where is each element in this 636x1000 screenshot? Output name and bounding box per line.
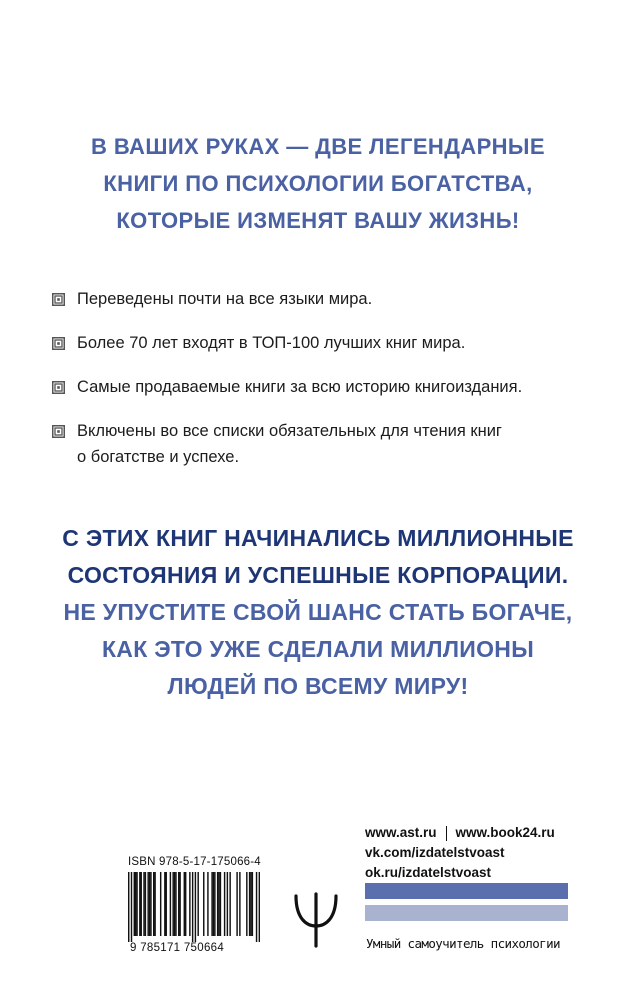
barcode-bar	[139, 872, 140, 936]
barcode-bar	[131, 872, 132, 942]
feature-text: Самые продаваемые книги за всю историю книгоиздания.	[77, 378, 523, 396]
square-bullet-icon	[52, 337, 65, 350]
headline-line: В ВАШИХ РУКАХ — ДВЕ ЛЕГЕНДАРНЫЕ	[91, 134, 545, 159]
barcode-bar	[252, 872, 253, 936]
barcode	[128, 872, 260, 942]
publisher-links	[365, 823, 615, 883]
statement-line: С ЭТИХ КНИГ НАЧИНАЛИСЬ МИЛЛИОННЫЕ	[62, 525, 574, 551]
psi-logo-icon	[290, 888, 342, 950]
statement-line: СОСТОЯНИЯ И УСПЕШНЫЕ КОРПОРАЦИИ.	[67, 562, 569, 588]
barcode-bar	[134, 872, 135, 936]
statement-line: ЛЮДЕЙ ПО ВСЕМУ МИРУ!	[167, 673, 469, 699]
barcode-bar	[185, 872, 186, 936]
statement-line: НЕ УПУСТИТЕ СВОЙ ШАНС СТАТЬ БОГАЧЕ,	[63, 599, 573, 625]
site-row	[365, 823, 615, 843]
barcode-bar	[166, 872, 167, 936]
series-name: Умный самоучитель психологии	[366, 936, 560, 951]
barcode-bar	[195, 872, 196, 942]
barcode-bar	[224, 872, 225, 936]
statement-line: КАК ЭТО УЖЕ СДЕЛАЛИ МИЛЛИОНЫ	[101, 636, 535, 662]
barcode-bar	[229, 872, 230, 936]
feature-text: Более 70 лет входят в ТОП-100 лучших книг мира.	[77, 334, 466, 352]
barcode-bar	[239, 872, 240, 936]
site-link-book24[interactable]: www.book24.ru	[455, 825, 555, 840]
barcode-bar	[189, 872, 190, 936]
barcode-bar	[149, 872, 150, 936]
barcode-bar	[143, 872, 144, 936]
feature-item	[52, 286, 612, 312]
barcode-bar	[154, 872, 155, 936]
barcode-bar	[203, 872, 204, 936]
barcode-bar	[179, 872, 180, 936]
barcode-digits: 9 785171 750664	[130, 942, 225, 954]
barcode-bar	[160, 872, 161, 936]
barcode-bar	[147, 872, 148, 936]
headline-line: КНИГИ ПО ПСИХОЛОГИИ БОГАТСТВА,	[103, 171, 533, 196]
barcode-bar	[170, 872, 171, 936]
site-link-ast[interactable]: www.ast.ru	[365, 825, 437, 840]
barcode-bar	[213, 872, 214, 936]
barcode-bar	[174, 872, 175, 936]
barcode-bar	[135, 872, 136, 936]
series-stripe-light	[365, 905, 568, 921]
closing-statement	[0, 520, 636, 705]
feature-list	[52, 286, 612, 488]
headline-line: КОТОРЫЕ ИЗМЕНЯТ ВАШУ ЖИЗНЬ!	[116, 208, 520, 233]
barcode-bar	[211, 872, 212, 936]
barcode-bar	[136, 872, 137, 936]
barcode-bar	[197, 872, 198, 936]
feature-item	[52, 330, 612, 356]
barcode-bar	[184, 872, 185, 936]
vk-link[interactable]: vk.com/izdatelstvoast	[365, 845, 505, 860]
square-bullet-icon	[52, 425, 65, 438]
feature-text: о богатстве и успехе.	[77, 448, 240, 466]
barcode-bar	[259, 872, 260, 942]
feature-item	[52, 374, 612, 400]
series-stripe-dark	[365, 883, 568, 899]
barcode-bar	[249, 872, 250, 936]
barcode-bar	[145, 872, 146, 936]
barcode-block	[128, 856, 268, 960]
barcode-bar	[141, 872, 142, 936]
barcode-bar	[175, 872, 176, 936]
feature-item	[52, 418, 612, 470]
barcode-bar	[236, 872, 237, 936]
barcode-bar	[250, 872, 251, 936]
barcode-bar	[246, 872, 247, 936]
barcode-bar	[227, 872, 228, 936]
barcode-bar	[214, 872, 215, 936]
headline	[0, 128, 636, 239]
square-bullet-icon	[52, 381, 65, 394]
barcode-bar	[128, 872, 129, 942]
square-bullet-icon	[52, 293, 65, 306]
separator	[446, 826, 447, 841]
feature-text: Включены во все списки обязательных для чтения книг	[77, 422, 502, 440]
barcode-bar	[217, 872, 218, 936]
isbn-label: ISBN 978-5-17-175066-4	[128, 856, 261, 868]
ok-link[interactable]: ok.ru/izdatelstvoast	[365, 865, 492, 880]
barcode-bar	[178, 872, 179, 936]
barcode-bar	[164, 872, 165, 936]
barcode-bar	[220, 872, 221, 936]
barcode-bar	[218, 872, 219, 936]
barcode-bar	[153, 872, 154, 936]
feature-text: Переведены почти на все языки мира.	[77, 290, 373, 308]
barcode-bar	[150, 872, 151, 936]
barcode-bar	[172, 872, 173, 936]
barcode-bar	[192, 872, 193, 942]
barcode-bar	[207, 872, 208, 936]
barcode-bar	[256, 872, 257, 942]
